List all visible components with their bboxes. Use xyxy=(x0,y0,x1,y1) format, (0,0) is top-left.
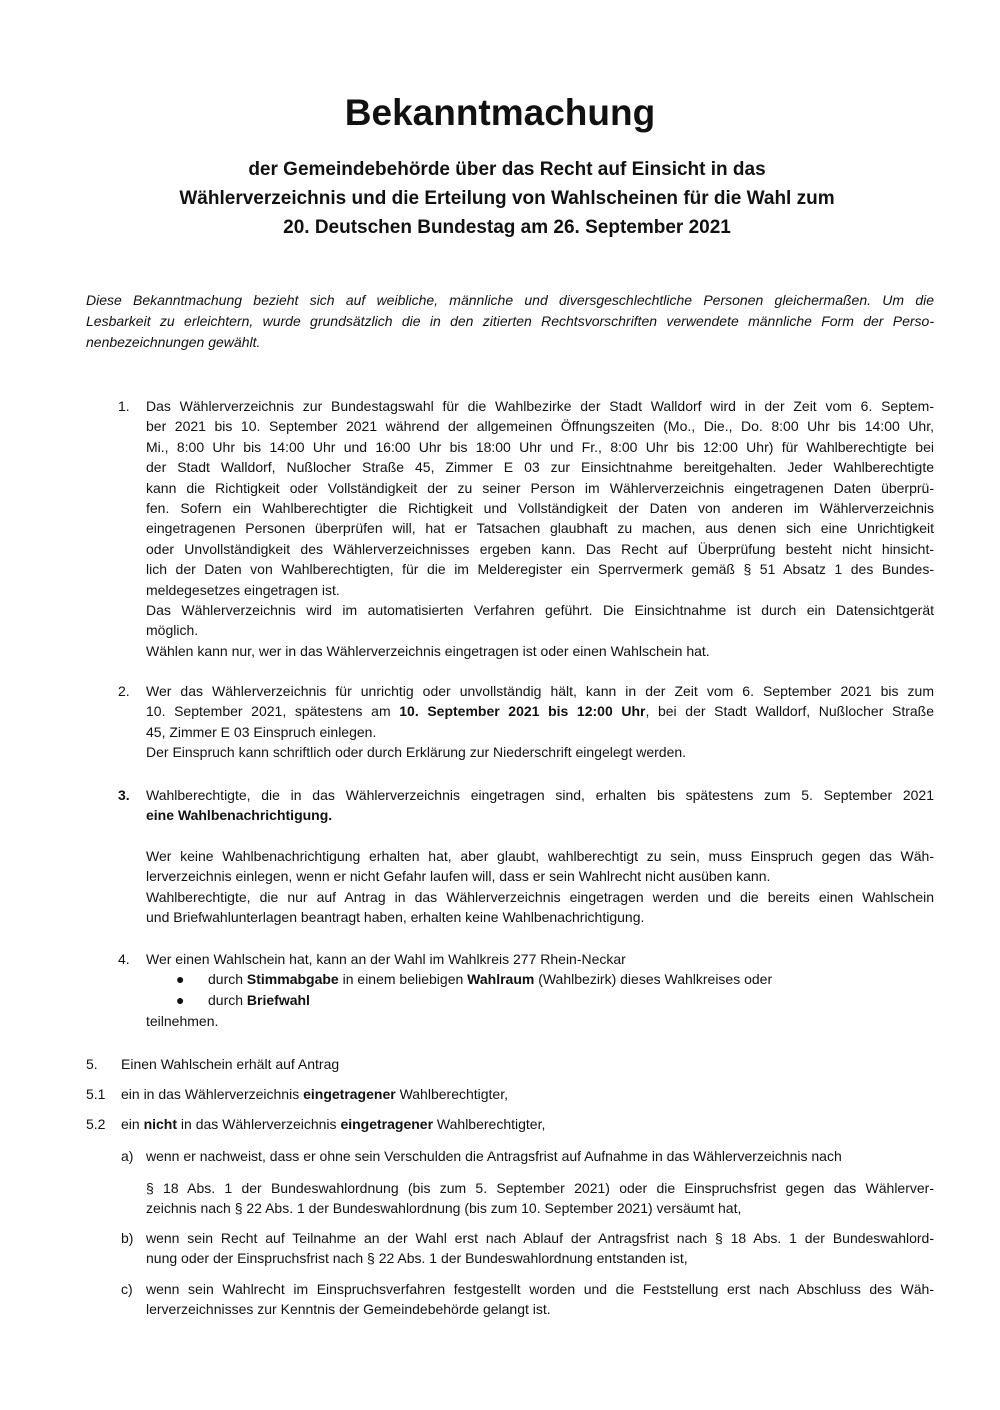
text-emphasis: Stimmabgabe xyxy=(246,971,339,987)
text-line: und Briefwahlunterlagen beantragt haben, erhalten keine Wahlbenachrichtigung. xyxy=(146,909,645,926)
text-line: möglich. xyxy=(146,622,199,639)
text-emphasis: eingetragener xyxy=(303,1086,396,1102)
text-line: lerverzeichnis einlegen, wenn er nicht Gefahr laufen will, dass er sein Wahlrecht nicht ausüben kann. xyxy=(146,868,771,885)
text-line: oder Unvollständigkeit des Wählerverzeichnisses ergeben kann. Das Recht auf Überprüfung besteht nicht hinsicht- xyxy=(146,540,934,557)
text-fragment: in das Wählerverzeichnis xyxy=(177,1116,341,1132)
text-line: Der Einspruch kann schriftlich oder durch Erklärung zur Niederschrift eingelegt werden. xyxy=(146,744,687,761)
subtitle xyxy=(130,155,884,242)
subsection-label: c) xyxy=(121,1281,133,1297)
subtitle-line: 20. Deutschen Bundestag am 26. September 2021 xyxy=(283,217,731,238)
section-2-text xyxy=(146,681,934,763)
section-number: 5.1 xyxy=(86,1086,106,1102)
subsection-label: b) xyxy=(121,1230,134,1246)
section-number: 4. xyxy=(118,951,130,967)
bullet-text xyxy=(208,969,772,989)
text-line: fen. Sofern ein Wahlberechtigter die Richtigkeit und Vollständigkeit der Daten von anderen im Wählerverzeichnis xyxy=(146,500,934,517)
subtitle-line: Wählerverzeichnis und die Erteilung von Wahlscheinen für die Wahl zum xyxy=(179,188,835,209)
section-number: 5.2 xyxy=(86,1116,106,1132)
text-line: meldegesetzes eingetragen ist. xyxy=(146,581,340,598)
text-line-bold: eine Wahlbenachrichtigung. xyxy=(146,807,333,824)
bullet-icon: ● xyxy=(176,971,185,987)
text-emphasis: eingetragener xyxy=(340,1116,434,1132)
text-fragment: ein in das Wählerverzeichnis xyxy=(121,1086,304,1102)
text-line: ber 2021 bis 10. September 2021 während der allgemeinen Öffnungszeiten (Mo., Die., Do. 8:00 Uhr bis 14:00 Uhr, xyxy=(146,418,934,435)
subsection-b-text xyxy=(146,1228,934,1268)
gender-notice xyxy=(86,290,934,353)
text-line: der Stadt Walldorf, Nußlocher Straße 45, Zimmer E 03 zur Einsichtnahme bereitgehalten. Jeder Wahlberechtigte xyxy=(146,459,934,476)
section-3-paragraph-2 xyxy=(146,846,934,928)
text-line: wenn er nachweist, dass er ohne sein Verschulden die Antragsfrist auf Aufnahme in das Wählerverzeichnis nach xyxy=(146,1148,842,1164)
text-line xyxy=(121,1114,545,1134)
page-title: Bekanntmachung xyxy=(344,92,656,133)
text-fragment: Wahlberechtigter, xyxy=(433,1116,546,1132)
section-1-text xyxy=(146,396,934,661)
subsection-a-continuation xyxy=(146,1178,934,1218)
text-line: eingetragenen Personen überprüfen will, hat er Tatsachen glaubhaft zu machen, aus denen sich eine Unrichtigkeit xyxy=(146,520,934,537)
text-line: Wahlberechtigte, die nur auf Antrag in das Wählerverzeichnis eingetragen werden und die bereits einen Wahlschein xyxy=(146,888,934,905)
text-line: Wer einen Wahlschein hat, kann an der Wahl im Wahlkreis 277 Rhein-Neckar xyxy=(146,951,626,967)
bullet-text xyxy=(208,990,310,1010)
bullet-icon: ● xyxy=(176,992,185,1008)
text-fragment: ein xyxy=(121,1116,144,1132)
text-fragment: durch xyxy=(208,992,247,1008)
subsection-c-text xyxy=(146,1279,934,1319)
text-line: kann die Richtigkeit oder Vollständigkeit der zu seiner Person im Wählerverzeichnis eingetragenen Daten überprü- xyxy=(146,479,934,496)
text-emphasis: Briefwahl xyxy=(246,992,310,1008)
text-line: wenn sein Wahlrecht im Einspruchsverfahren festgestellt worden und die Feststellung erst nach Abschluss des Wäh- xyxy=(146,1281,934,1297)
notice-line: Diese Bekanntmachung bezieht sich auf weibliche, männliche und diversgeschlechtliche Personen gleichermaßen. Um die xyxy=(86,292,934,308)
text-line: 45, Zimmer E 03 Einspruch einlegen. xyxy=(146,723,377,740)
text-line: Wer keine Wahlbenachrichtigung erhalten hat, aber glaubt, wahlberechtigt zu sein, muss Einspruch gegen das Wäh- xyxy=(146,848,934,864)
text-line: nung oder der Einspruchsfrist nach § 22 Abs. 1 der Bundeswahlordnung entstanden ist, xyxy=(146,1250,688,1266)
text-line xyxy=(146,701,934,721)
section-number: 1. xyxy=(118,398,130,414)
text-line xyxy=(121,1084,508,1104)
text-fragment: 10. September 2021, spätestens am xyxy=(146,703,400,720)
text-line: Das Wählerverzeichnis wird im automatisierten Verfahren geführt. Die Einsichtnahme ist durch ein Datensichtgerät xyxy=(146,602,934,619)
subtitle-line: der Gemeindebehörde über das Recht auf Einsicht in das xyxy=(248,159,766,180)
notice-line: Lesbarkeit zu erleichtern, wurde grundsätzlich die in den zitierten Rechtsvorschriften verwendete männliche Form der Perso- xyxy=(86,313,934,329)
text-line: lerverzeichnisses zur Kenntnis der Gemeindebehörde gelangt ist. xyxy=(146,1301,551,1317)
notice-line: nenbezeichnungen gewählt. xyxy=(86,334,261,350)
section-number: 3. xyxy=(118,787,130,803)
text-emphasis: Wahlraum xyxy=(467,971,535,987)
text-line: Mi., 8:00 Uhr bis 14:00 Uhr und 16:00 Uhr bis 18:00 Uhr und Fr., 8:00 Uhr bis 12:00 Uhr) für Wahlberechtigte bei xyxy=(146,438,934,455)
deadline-emphasis: 10. September 2021 bis 12:00 Uhr xyxy=(399,703,646,720)
text-line: Wählen kann nur, wer in das Wählerverzeichnis eingetragen ist oder einen Wahlschein hat. xyxy=(146,642,710,659)
text-line: lich der Daten von Wahlberechtigten, für die im Melderegister ein Sperrvermerk gemäß § 51 Absatz 1 des Bundes- xyxy=(146,561,934,578)
section-number: 2. xyxy=(118,683,130,699)
text-line: § 18 Abs. 1 der Bundeswahlordnung (bis zum 5. September 2021) oder die Einspruchsfrist gegen das Wählerver- xyxy=(146,1180,934,1196)
text-fragment: in einem beliebigen xyxy=(338,971,468,987)
text-line: Das Wählerverzeichnis zur Bundestagswahl für die Wahlbezirke der Stadt Walldorf wird in der Zeit vom 6. Septem- xyxy=(146,398,934,414)
text-fragment: durch xyxy=(208,971,247,987)
text-line: Wer das Wählerverzeichnis für unrichtig oder unvollständig hält, kann in der Zeit vom 6. September 2021 bis zum xyxy=(146,683,934,699)
text-fragment: , bei der Stadt Walldorf, Nußlocher Straße xyxy=(645,703,934,720)
text-line: Einen Wahlschein erhält auf Antrag xyxy=(121,1056,340,1072)
text-line: Wahlberechtigte, die in das Wählerverzeichnis eingetragen sind, erhalten bis spätestens zum 5. September 2021 xyxy=(146,787,934,803)
text-line: wenn sein Recht auf Teilnahme an der Wahl erst nach Ablauf der Antragsfrist nach § 18 Abs. 1 der Bundeswahlord- xyxy=(146,1230,934,1246)
text-line: zeichnis nach § 22 Abs. 1 der Bundeswahlordnung (bis zum 10. September 2021) versäumt hat, xyxy=(146,1200,742,1216)
text-emphasis: nicht xyxy=(143,1116,178,1132)
text-line: teilnehmen. xyxy=(146,1013,219,1029)
text-fragment: (Wahlbezirk) dieses Wahlkreises oder xyxy=(534,971,773,987)
section-3-text xyxy=(146,785,934,826)
text-fragment: Wahlberechtigter, xyxy=(395,1086,509,1102)
subsection-label: a) xyxy=(121,1148,134,1164)
section-number: 5. xyxy=(86,1056,98,1072)
